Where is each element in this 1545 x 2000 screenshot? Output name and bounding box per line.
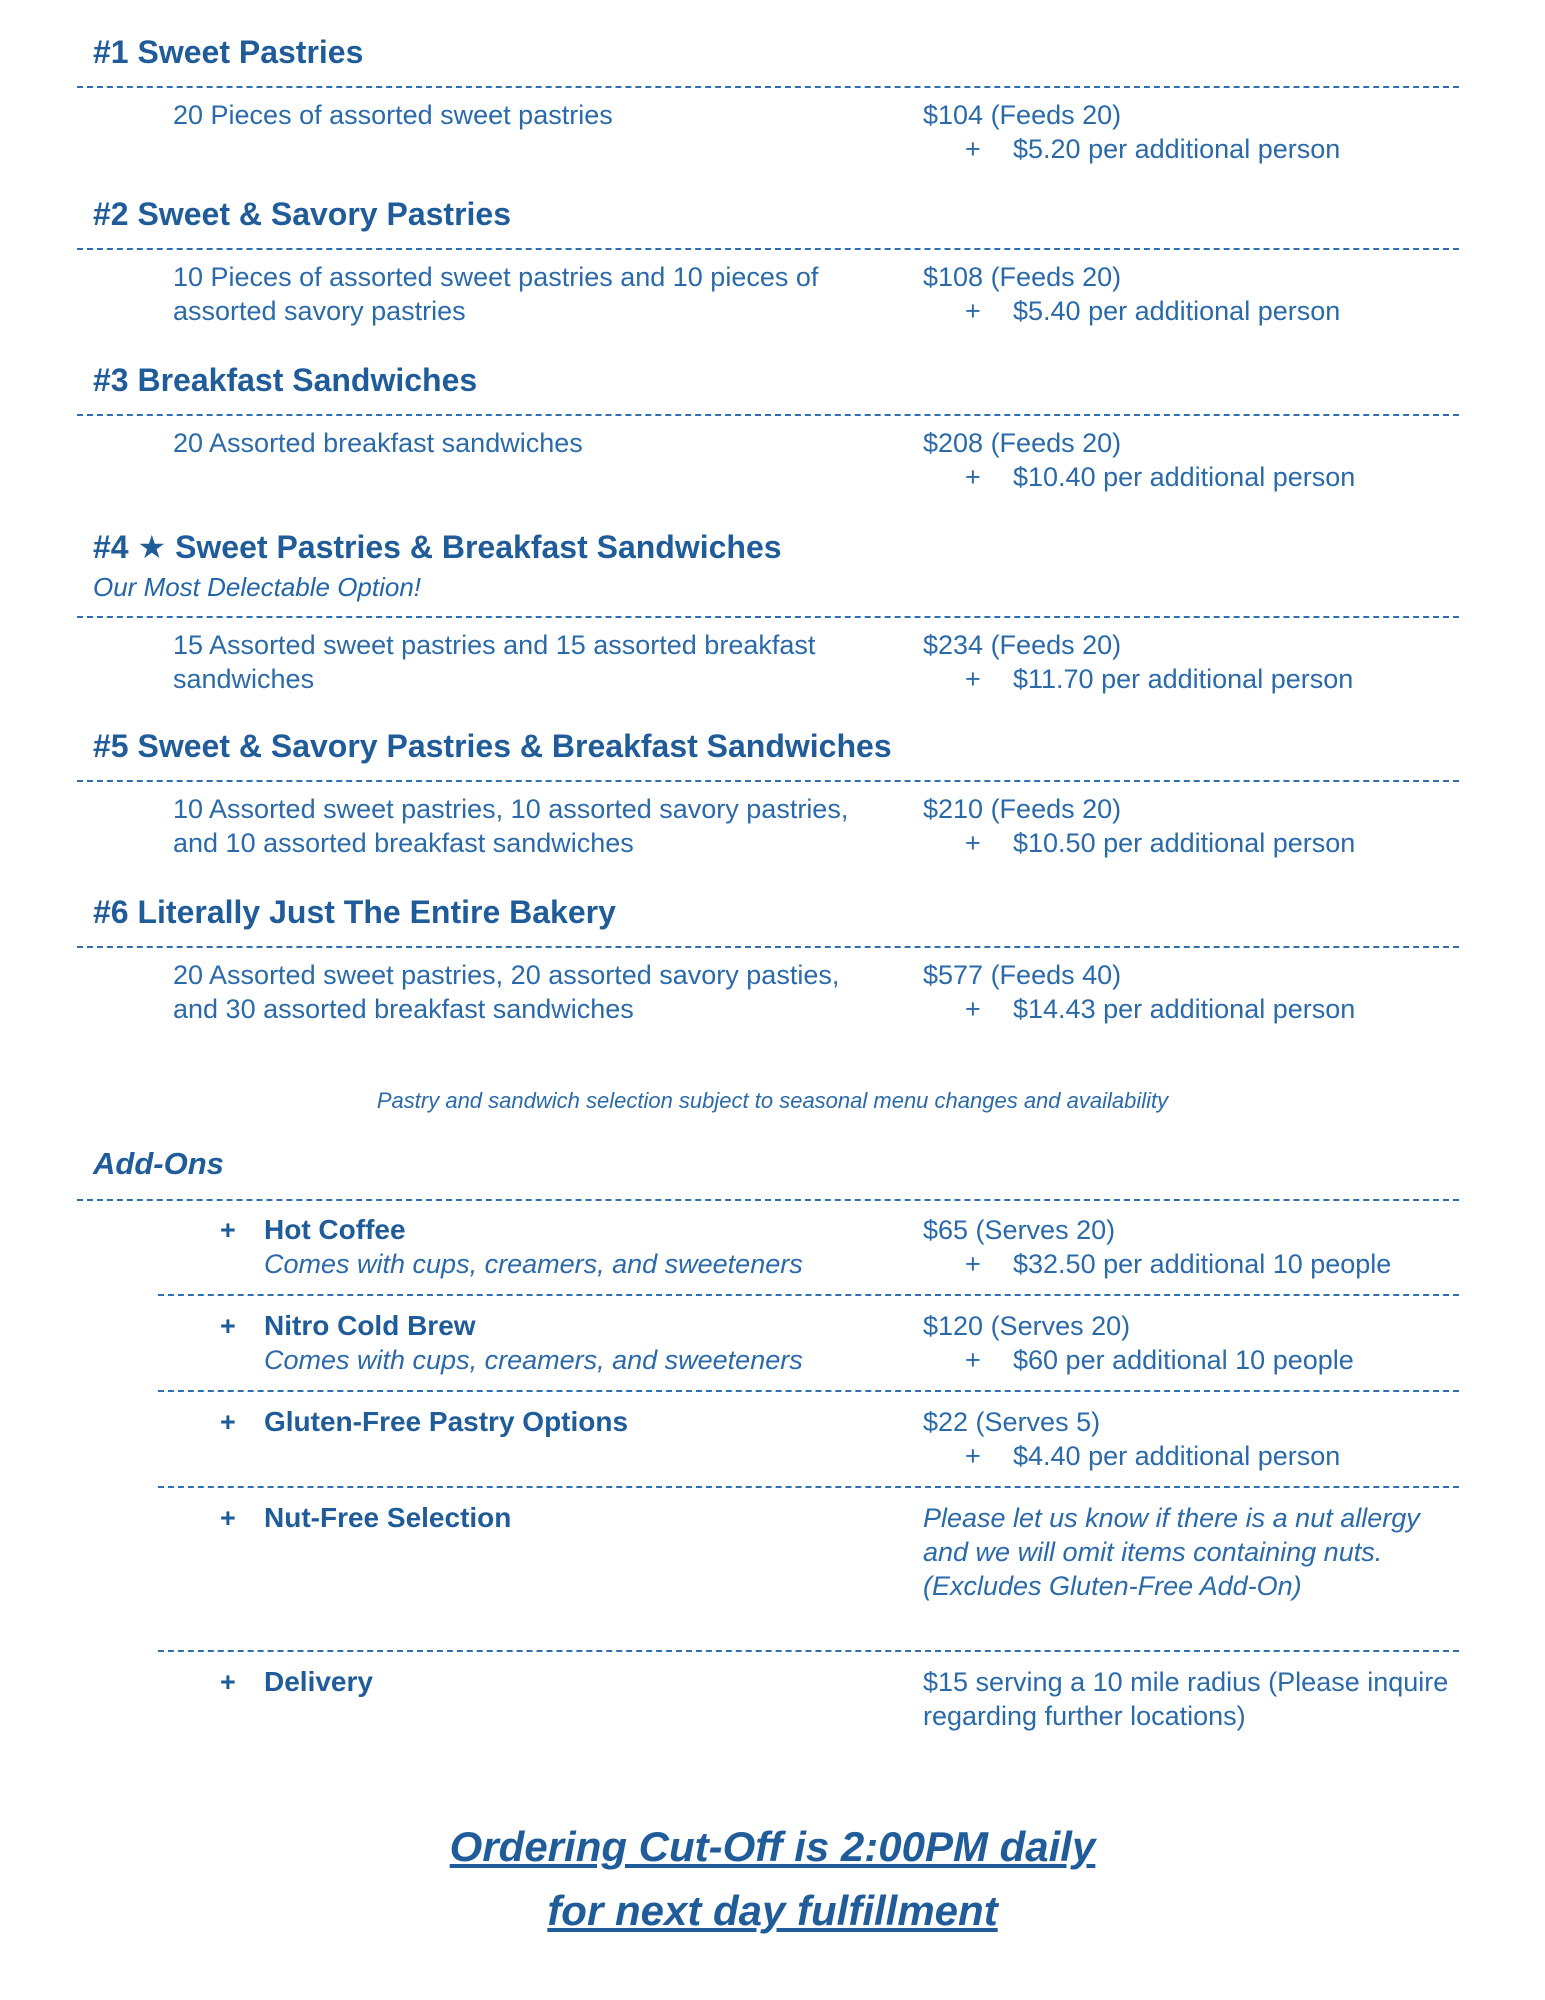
menu-disclaimer: Pastry and sandwich selection subject to seasonal menu changes and availability [376,1088,1169,1113]
package-extra-text: $5.20 per additional person [1013,134,1341,164]
addon-extra [965,1247,1391,1281]
package-title: #2 Sweet & Savory Pastries [93,196,512,232]
package-title: #4 ★ Sweet Pastries & Breakfast Sandwiches [93,529,782,565]
package-extra [965,294,1340,328]
package-price: $577 (Feeds 40) [923,960,1122,990]
package-extra-text: $10.50 per additional person [1013,828,1356,858]
addon-name: Nitro Cold Brew [264,1310,476,1341]
divider [77,946,1459,948]
addon-divider [158,1390,1459,1392]
addon-extra-text: $32.50 per additional 10 people [1013,1249,1392,1279]
cutoff-line-1: Ordering Cut-Off is 2:00PM daily [449,1823,1096,1870]
package-title: #1 Sweet Pastries [93,34,364,70]
package-extra [965,460,1355,494]
divider [77,780,1459,782]
package-extra [965,826,1355,860]
addon-price: $15 serving a 10 mile radius (Please inquire regarding further locations) [923,1667,1449,1731]
package-title: #5 Sweet & Savory Pastries & Breakfast Sandwiches [93,728,892,764]
plus-icon: + [220,1215,236,1245]
plus-icon: + [220,1667,236,1697]
addon-divider [158,1650,1459,1652]
ordering-cutoff-notice [0,1815,1545,1943]
package-price: $208 (Feeds 20) [923,428,1122,458]
package-description: 10 Pieces of assorted sweet pastries and 10 pieces of assorted savory pastries [173,262,819,326]
addon-extra-text: $4.40 per additional person [1013,1441,1341,1471]
addon-name: Gluten-Free Pastry Options [264,1406,629,1437]
addons-title: Add-Ons [93,1146,224,1181]
plus-icon: + [965,1345,981,1375]
package-title: #3 Breakfast Sandwiches [93,362,478,398]
plus-icon: + [965,462,981,492]
plus-icon: + [220,1407,236,1437]
package-description: 20 Pieces of assorted sweet pastries [173,100,613,130]
addon-divider [158,1294,1459,1296]
package-extra-text: $11.70 per additional person [1013,664,1354,694]
plus-icon: + [965,828,981,858]
addon-name: Hot Coffee [264,1214,406,1245]
plus-icon: + [965,1441,981,1471]
addon-note: Comes with cups, creamers, and sweeteners [264,1249,803,1279]
addon-name: Nut-Free Selection [264,1502,512,1533]
addon-price: $120 (Serves 20) [923,1311,1131,1341]
addon-price: $22 (Serves 5) [923,1407,1101,1437]
plus-icon: + [965,296,981,326]
addon-divider [158,1486,1459,1488]
cutoff-line-2: for next day fulfillment [547,1887,998,1934]
divider [77,86,1459,88]
package-price: $108 (Feeds 20) [923,262,1122,292]
divider [77,616,1459,618]
plus-icon: + [965,134,981,164]
addon-note: Please let us know if there is a nut allergy and we will omit items containing nuts. (Excludes Gluten-Free Add-On) [923,1503,1420,1601]
addon-extra [965,1343,1354,1377]
divider [77,414,1459,416]
package-extra [965,992,1355,1026]
package-title: #6 Literally Just The Entire Bakery [93,894,616,930]
plus-icon: + [220,1311,236,1341]
plus-icon: + [965,994,981,1024]
package-extra-text: $10.40 per additional person [1013,462,1356,492]
package-price: $210 (Feeds 20) [923,794,1122,824]
package-extra-text: $5.40 per additional person [1013,296,1341,326]
package-description: 15 Assorted sweet pastries and 15 assorted breakfast sandwiches [173,630,816,694]
package-price: $234 (Feeds 20) [923,630,1122,660]
package-description: 20 Assorted breakfast sandwiches [173,428,583,458]
package-extra-text: $14.43 per additional person [1013,994,1356,1024]
package-subtitle: Our Most Delectable Option! [93,572,422,602]
package-price: $104 (Feeds 20) [923,100,1122,130]
package-description: 10 Assorted sweet pastries, 10 assorted savory pastries, and 10 assorted breakfast sandwiches [173,794,849,858]
addon-extra-text: $60 per additional 10 people [1013,1345,1354,1375]
addon-note: Comes with cups, creamers, and sweeteners [264,1345,803,1375]
plus-icon: + [965,1249,981,1279]
package-extra [965,662,1353,696]
package-description: 20 Assorted sweet pastries, 20 assorted savory pasties, and 30 assorted breakfast sandwiches [173,960,840,1024]
plus-icon: + [965,664,981,694]
addon-extra [965,1439,1340,1473]
divider [77,248,1459,250]
plus-icon: + [220,1503,236,1533]
package-extra [965,132,1340,166]
addon-price: $65 (Serves 20) [923,1215,1116,1245]
addon-name: Delivery [264,1666,373,1697]
addons-divider [77,1199,1459,1201]
